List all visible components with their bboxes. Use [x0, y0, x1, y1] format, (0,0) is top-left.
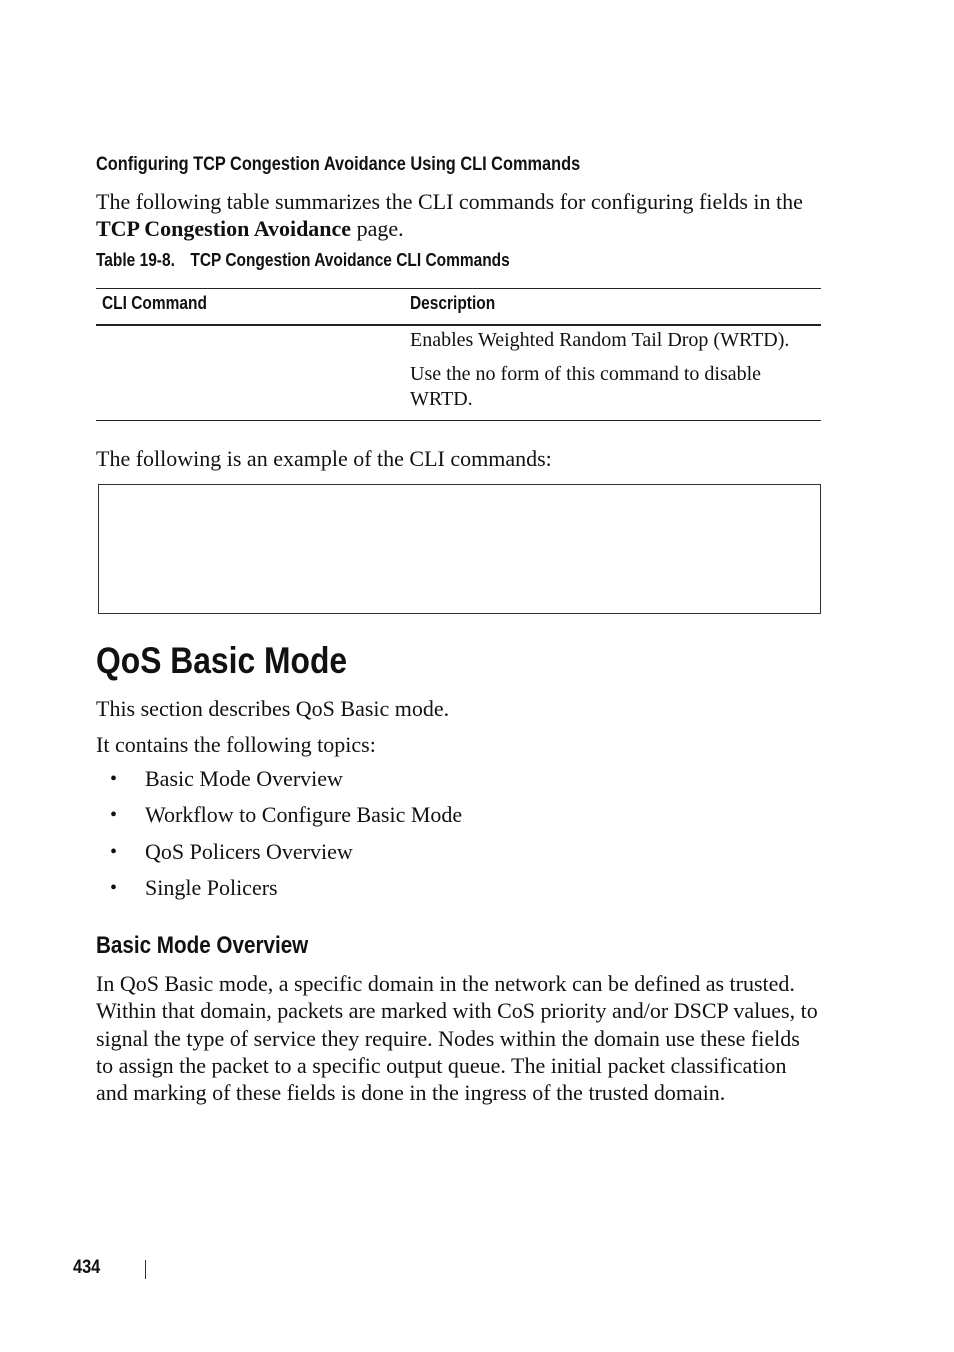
bullet-icon: • — [110, 768, 118, 790]
topic-label: Workflow to Configure Basic Mode — [145, 802, 463, 828]
table-header-command: CLI Command — [102, 293, 207, 313]
table-caption — [96, 250, 510, 271]
overview-heading: Basic Mode Overview — [96, 932, 309, 959]
section-intro: This section describes QoS Basic mode. — [96, 696, 450, 721]
intro-text-before: The following table summarizes the CLI commands for configuring fields in the — [96, 189, 803, 214]
topic-label: QoS Policers Overview — [145, 838, 353, 864]
bullet-icon: • — [110, 804, 118, 827]
table-caption-label: Table 19-8. — [96, 250, 175, 270]
section-title: QoS Basic Mode — [96, 640, 348, 681]
table-top-rule — [96, 288, 821, 289]
topic-label: Basic Mode Overview — [145, 766, 343, 791]
cli-example-box — [98, 484, 821, 614]
table-cell-description-line-1: Enables Weighted Random Tail Drop (WRTD). — [410, 329, 790, 351]
table-cell-description-line-2: Use the no form of this command to disable WRTD. — [410, 363, 762, 410]
example-intro: The following is an example of the CLI commands: — [96, 446, 552, 471]
table-bottom-rule — [96, 420, 821, 421]
intro-text-bold: TCP Congestion Avoidance — [96, 216, 352, 241]
page-number-separator — [145, 1260, 146, 1279]
bullet-icon: • — [110, 840, 118, 863]
bullet-icon: • — [110, 876, 118, 899]
topic-label: Single Policers — [145, 874, 278, 900]
page-number: 434 — [73, 1257, 101, 1278]
overview-paragraph: In QoS Basic mode, a specific domain in the network can be defined as trusted. Within that domain, packets are marked with CoS priority and/or DSCP values, to signal the type of service they require. Nodes within the domain use these fields to assign the packet to a specific output queue. The initial packet classification and marking of these fields is done in the ingress of the trusted domain. — [96, 971, 818, 1106]
topics-intro: It contains the following topics: — [96, 732, 376, 757]
subsection-heading: Configuring TCP Congestion Avoidance Using CLI Commands — [96, 154, 581, 175]
table-header-rule — [96, 324, 821, 326]
table-caption-title: TCP Congestion Avoidance CLI Commands — [190, 250, 510, 270]
table-header-description: Description — [410, 293, 496, 313]
intro-text-after: page. — [351, 216, 404, 241]
intro-paragraph — [96, 188, 826, 242]
